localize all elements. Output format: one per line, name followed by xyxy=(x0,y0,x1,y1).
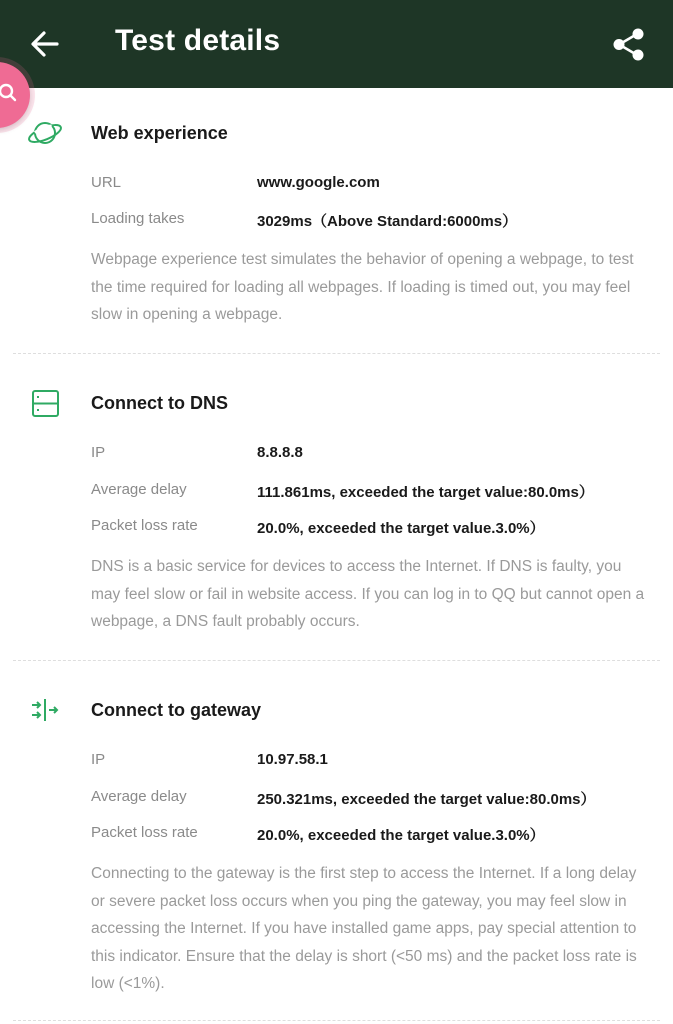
search-icon xyxy=(0,83,22,105)
section-description: Connecting to the gateway is the first step to access the Internet. If a long delay or severe packet loss occurs when you ping the gateway, you may feel slow in accessing the Internet. If you have installed game apps, pay special attention to this indicator. Ensure that the delay is short (<50 ms) and the packet loss rate is low (<1%). xyxy=(91,865,637,992)
section-title: Connect to gateway xyxy=(91,700,262,720)
page-title: Test details xyxy=(115,24,281,57)
planet-icon xyxy=(26,114,64,152)
section-description: Webpage experience test simulates the behavior of opening a webpage, to test the time required for loading all webpages. If loading is timed out, you may feel slow in opening a webpage. xyxy=(91,251,634,323)
gateway-icon xyxy=(26,691,64,729)
section-title: Connect to DNS xyxy=(91,393,228,413)
average-delay-label: Average delay xyxy=(91,481,187,498)
divider xyxy=(13,353,660,354)
packet-loss-value: 20.0%, exceeded the target value.3.0%） xyxy=(257,827,545,844)
back-button[interactable] xyxy=(28,27,62,61)
share-button[interactable] xyxy=(610,26,648,64)
arrow-left-icon xyxy=(28,27,62,61)
ip-value: 8.8.8.8 xyxy=(257,444,303,461)
average-delay-label: Average delay xyxy=(91,788,187,805)
average-delay-value: 111.861ms, exceeded the target value:80.0ms） xyxy=(257,484,594,501)
divider xyxy=(13,1020,660,1021)
packet-loss-label: Packet loss rate xyxy=(91,517,198,534)
average-delay-value: 250.321ms, exceeded the target value:80.0ms） xyxy=(257,791,596,808)
loading-takes-label: Loading takes xyxy=(91,210,185,227)
divider xyxy=(13,660,660,661)
ip-label: IP xyxy=(91,444,106,461)
ip-label: IP xyxy=(91,751,106,768)
packet-loss-label: Packet loss rate xyxy=(91,824,198,841)
url-label: URL xyxy=(91,174,122,191)
url-value: www.google.com xyxy=(257,174,380,191)
section-title: Web experience xyxy=(91,123,228,143)
ip-value: 10.97.58.1 xyxy=(257,751,328,768)
packet-loss-value: 20.0%, exceeded the target value.3.0%） xyxy=(257,520,545,537)
share-icon xyxy=(610,26,648,64)
loading-takes-value: 3029ms（Above Standard:6000ms） xyxy=(257,213,518,230)
section-description: DNS is a basic service for devices to access the Internet. If DNS is faulty, you may feel slow or fail in website access. If you can log in to QQ but cannot open a webpage, a DNS fault probably occurs. xyxy=(91,558,645,630)
server-icon xyxy=(26,384,64,422)
app-bar xyxy=(0,0,673,88)
